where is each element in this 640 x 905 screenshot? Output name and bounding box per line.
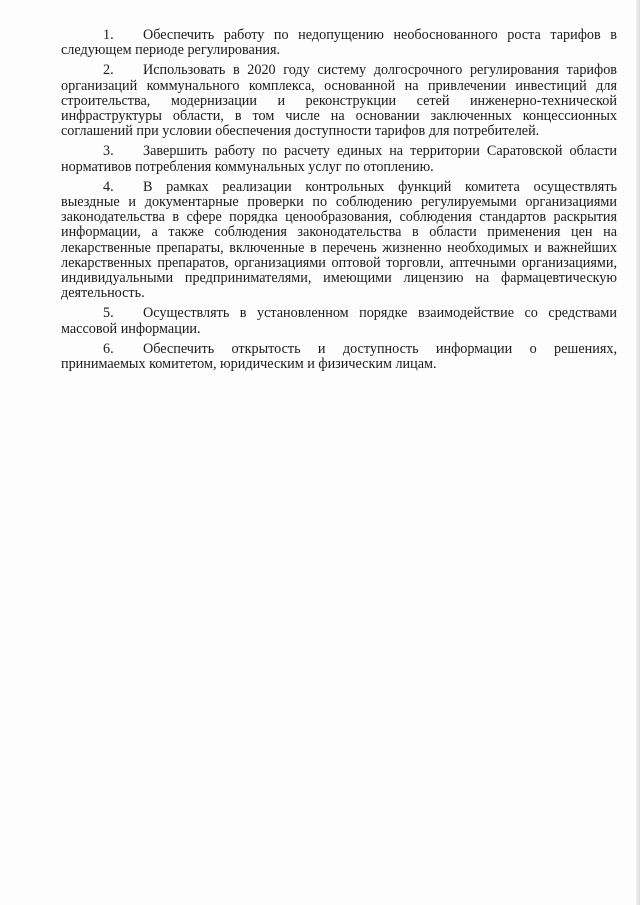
item-text: Осуществлять в установленном порядке взаимодействие со средствами массовой информации. — [61, 305, 617, 337]
list-item — [61, 180, 617, 302]
item-number: 3. — [103, 143, 114, 160]
item-text: Обеспечить открытость и доступность информации о решениях, принимаемых комитетом, юридическим и физическим лицам. — [61, 340, 617, 373]
item-text: Обеспечить работу по недопущению необоснованного роста тарифов в следующем периоде регулирования. — [61, 27, 617, 59]
item-text: Завершить работу по расчету единых на территории Саратовской области нормативов потребления коммунальных услуг по отоплению. — [61, 143, 617, 175]
list-item — [61, 342, 617, 372]
item-number: 2. — [103, 62, 114, 79]
list-item — [61, 63, 617, 139]
item-text: Использовать в 2020 году систему долгосрочного регулирования тарифов организаций коммунального комплекса, основанной на привлечении инвестиций для строительства, модернизации и реконструкции сетей инженерно-технической инфраструктуры области, в том числе на основании заключенных концессионных соглашений при условии обеспечения доступности тарифов для потребителей. — [61, 62, 617, 140]
list-item — [61, 144, 617, 174]
document-body — [61, 28, 617, 377]
item-text: В рамках реализации контрольных функций комитета осуществлять выездные и документарные проверки по соблюдению регулируемыми организациями законодательства в сфере порядка ценообразования, соблюдения стандартов раскрытия информации, а также соблюдения законодательства в области применения цен на лекарственные препараты, включенные в перечень жизненно необходимых и важнейших лекарственных препаратов, организациями оптовой торговли, аптечными организациями, индивидуальными предпринимателями, имеющими лицензию на фармацевтическую деятельность. — [61, 178, 617, 302]
item-number: 1. — [103, 27, 114, 43]
item-number: 4. — [103, 178, 114, 195]
item-number: 5. — [103, 305, 114, 322]
list-item — [61, 306, 617, 336]
list-item — [61, 28, 617, 58]
item-number: 6. — [103, 340, 114, 357]
